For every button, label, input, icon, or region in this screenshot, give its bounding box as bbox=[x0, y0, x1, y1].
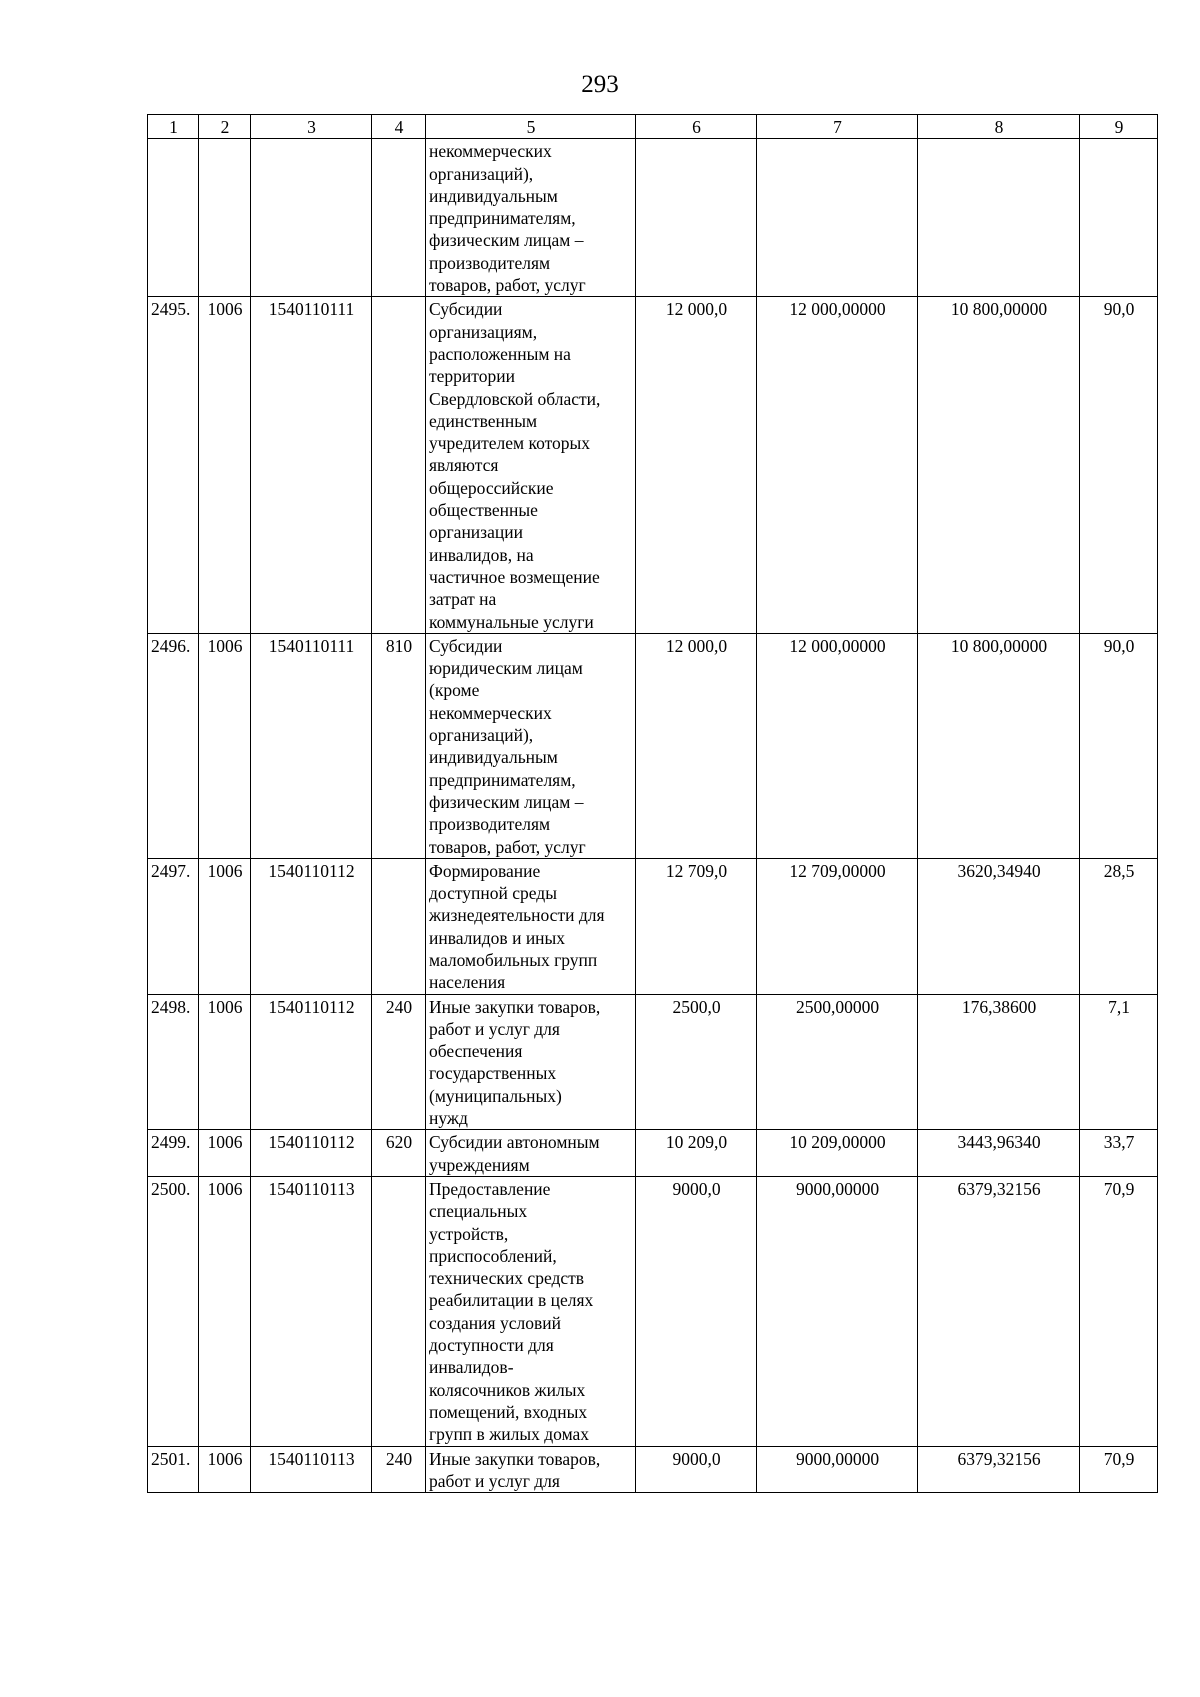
item-name-line: устройств, bbox=[429, 1223, 509, 1244]
item-name-line: предпринимателям, bbox=[429, 208, 576, 229]
section-code-cell: 1006 bbox=[199, 633, 251, 858]
section-code-cell: 1006 bbox=[199, 1176, 251, 1446]
item-name-line: расположенным на bbox=[429, 343, 571, 364]
section-code-cell: 1006 bbox=[199, 858, 251, 994]
expense-type-cell bbox=[372, 139, 426, 297]
expense-type-cell bbox=[372, 858, 426, 994]
execution-percent-cell: 33,7 bbox=[1080, 1130, 1158, 1177]
expense-type-cell bbox=[372, 1176, 426, 1446]
item-name-line: некоммерческих bbox=[429, 141, 552, 162]
target-article-cell: 1540110112 bbox=[251, 858, 372, 994]
item-name-line: инвалидов, на bbox=[429, 544, 534, 565]
item-name-cell bbox=[426, 633, 636, 858]
item-name-line: некоммерческих bbox=[429, 702, 552, 723]
planned-amount-cell bbox=[757, 139, 918, 297]
item-name-cell bbox=[426, 139, 636, 297]
row-number-cell: 2499. bbox=[148, 1130, 199, 1177]
item-name-line: работ и услуг для bbox=[429, 1018, 560, 1039]
column-header-7: 7 bbox=[757, 115, 918, 139]
section-code-cell: 1006 bbox=[199, 1130, 251, 1177]
target-article-cell: 1540110113 bbox=[251, 1446, 372, 1493]
item-name-line: (муниципальных) bbox=[429, 1085, 562, 1106]
column-header-2: 2 bbox=[199, 115, 251, 139]
planned-amount-cell: 9000,00000 bbox=[757, 1446, 918, 1493]
approved-amount-cell: 12 000,0 bbox=[636, 297, 757, 633]
executed-amount-cell: 10 800,00000 bbox=[918, 633, 1080, 858]
column-header-1: 1 bbox=[148, 115, 199, 139]
executed-amount-cell: 3620,34940 bbox=[918, 858, 1080, 994]
item-name-line: являются bbox=[429, 455, 499, 476]
planned-amount-cell: 9000,00000 bbox=[757, 1176, 918, 1446]
item-name-line: помещений, входных bbox=[429, 1401, 588, 1422]
row-number-cell: 2495. bbox=[148, 297, 199, 633]
item-name-cell bbox=[426, 994, 636, 1130]
target-article-cell: 1540110111 bbox=[251, 297, 372, 633]
item-name-line: предпринимателям, bbox=[429, 769, 576, 790]
expense-type-cell: 240 bbox=[372, 1446, 426, 1493]
column-header-9: 9 bbox=[1080, 115, 1158, 139]
item-name-line: единственным bbox=[429, 410, 538, 431]
page-number: 293 bbox=[581, 71, 619, 98]
planned-amount-cell: 12 000,00000 bbox=[757, 633, 918, 858]
item-name-line: реабилитации в целях bbox=[429, 1290, 594, 1311]
item-name-line: доступности для bbox=[429, 1335, 554, 1356]
item-name-line: групп в жилых домах bbox=[429, 1424, 590, 1445]
planned-amount-cell: 10 209,00000 bbox=[757, 1130, 918, 1177]
item-name-line: индивидуальным bbox=[429, 185, 558, 206]
expense-type-cell: 240 bbox=[372, 994, 426, 1130]
approved-amount-cell: 9000,0 bbox=[636, 1176, 757, 1446]
item-name-line: маломобильных групп bbox=[429, 949, 598, 970]
item-name-cell bbox=[426, 1176, 636, 1446]
item-name-line: Иные закупки товаров, bbox=[429, 996, 601, 1017]
item-name-line: товаров, работ, услуг bbox=[429, 836, 586, 857]
section-code-cell: 1006 bbox=[199, 297, 251, 633]
item-name-line: Субсидии bbox=[429, 299, 503, 320]
item-name-line: частичное возмещение bbox=[429, 566, 600, 587]
item-name-cell bbox=[426, 297, 636, 633]
row-number-cell: 2497. bbox=[148, 858, 199, 994]
execution-percent-cell: 90,0 bbox=[1080, 297, 1158, 633]
row-number-cell bbox=[148, 139, 199, 297]
item-name-line: жизнедеятельности для bbox=[429, 905, 605, 926]
executed-amount-cell: 10 800,00000 bbox=[918, 297, 1080, 633]
item-name-line: общественные bbox=[429, 500, 538, 521]
expense-type-cell: 620 bbox=[372, 1130, 426, 1177]
execution-percent-cell: 28,5 bbox=[1080, 858, 1158, 994]
executed-amount-cell: 6379,32156 bbox=[918, 1176, 1080, 1446]
item-name-line: индивидуальным bbox=[429, 747, 558, 768]
item-name-line: организаций), bbox=[429, 725, 534, 746]
item-name-line: Субсидии автономным bbox=[429, 1132, 600, 1153]
approved-amount-cell bbox=[636, 139, 757, 297]
expense-type-cell: 810 bbox=[372, 633, 426, 858]
item-name-cell bbox=[426, 858, 636, 994]
row-number-cell: 2501. bbox=[148, 1446, 199, 1493]
approved-amount-cell: 2500,0 bbox=[636, 994, 757, 1130]
item-name-line: работ и услуг для bbox=[429, 1470, 560, 1491]
executed-amount-cell: 176,38600 bbox=[918, 994, 1080, 1130]
column-header-6: 6 bbox=[636, 115, 757, 139]
item-name-line: приспособлений, bbox=[429, 1245, 557, 1266]
item-name-line: (кроме bbox=[429, 680, 480, 701]
item-name-line: специальных bbox=[429, 1201, 528, 1222]
target-article-cell: 1540110113 bbox=[251, 1176, 372, 1446]
item-name-line: Субсидии bbox=[429, 635, 503, 656]
item-name-line: общероссийские bbox=[429, 477, 554, 498]
table-row bbox=[148, 994, 1158, 1130]
item-name-line: нужд bbox=[429, 1108, 468, 1129]
item-name-line: инвалидов и иных bbox=[429, 927, 566, 948]
item-name-cell bbox=[426, 1446, 636, 1493]
item-name-line: Иные закупки товаров, bbox=[429, 1448, 601, 1469]
item-name-line: Формирование bbox=[429, 860, 541, 881]
item-name-line: государственных bbox=[429, 1063, 557, 1084]
item-name-line: юридическим лицам bbox=[429, 658, 583, 679]
item-name-line: учреждениям bbox=[429, 1154, 530, 1175]
item-name-line: товаров, работ, услуг bbox=[429, 275, 586, 296]
column-header-3: 3 bbox=[251, 115, 372, 139]
approved-amount-cell: 12 000,0 bbox=[636, 633, 757, 858]
execution-percent-cell: 7,1 bbox=[1080, 994, 1158, 1130]
table-header bbox=[148, 115, 1158, 139]
table-row bbox=[148, 858, 1158, 994]
row-number-cell: 2500. bbox=[148, 1176, 199, 1446]
table-row bbox=[148, 1446, 1158, 1493]
expense-type-cell bbox=[372, 297, 426, 633]
item-name-line: физическим лицам – bbox=[429, 230, 584, 251]
execution-percent-cell: 90,0 bbox=[1080, 633, 1158, 858]
execution-percent-cell bbox=[1080, 139, 1158, 297]
execution-percent-cell: 70,9 bbox=[1080, 1446, 1158, 1493]
item-name-line: организациям, bbox=[429, 321, 538, 342]
table-row bbox=[148, 1176, 1158, 1446]
row-number-cell: 2498. bbox=[148, 994, 199, 1130]
planned-amount-cell: 12 000,00000 bbox=[757, 297, 918, 633]
table-row bbox=[148, 633, 1158, 858]
item-name-line: физическим лицам – bbox=[429, 791, 584, 812]
budget-table bbox=[147, 114, 1158, 1493]
executed-amount-cell: 6379,32156 bbox=[918, 1446, 1080, 1493]
item-name-line: учредителем которых bbox=[429, 433, 591, 454]
item-name-line: затрат на bbox=[429, 589, 497, 610]
approved-amount-cell: 10 209,0 bbox=[636, 1130, 757, 1177]
table-body bbox=[148, 139, 1158, 1493]
item-name-line: колясочников жилых bbox=[429, 1379, 586, 1400]
target-article-cell bbox=[251, 139, 372, 297]
item-name-line: создания условий bbox=[429, 1312, 561, 1333]
item-name-line: производителям bbox=[429, 252, 551, 273]
table-row bbox=[148, 297, 1158, 633]
row-number-cell: 2496. bbox=[148, 633, 199, 858]
item-name-line: обеспечения bbox=[429, 1041, 523, 1062]
target-article-cell: 1540110112 bbox=[251, 1130, 372, 1177]
item-name-line: Свердловской области, bbox=[429, 388, 601, 409]
item-name-line: Предоставление bbox=[429, 1178, 551, 1199]
approved-amount-cell: 9000,0 bbox=[636, 1446, 757, 1493]
item-name-line: коммунальные услуги bbox=[429, 611, 594, 632]
item-name-line: территории bbox=[429, 366, 515, 387]
column-header-4: 4 bbox=[372, 115, 426, 139]
item-name-line: организации bbox=[429, 522, 523, 543]
item-name-line: доступной среды bbox=[429, 883, 557, 904]
column-header-5: 5 bbox=[426, 115, 636, 139]
target-article-cell: 1540110112 bbox=[251, 994, 372, 1130]
column-header-8: 8 bbox=[918, 115, 1080, 139]
section-code-cell bbox=[199, 139, 251, 297]
approved-amount-cell: 12 709,0 bbox=[636, 858, 757, 994]
execution-percent-cell: 70,9 bbox=[1080, 1176, 1158, 1446]
planned-amount-cell: 2500,00000 bbox=[757, 994, 918, 1130]
section-code-cell: 1006 bbox=[199, 994, 251, 1130]
section-code-cell: 1006 bbox=[199, 1446, 251, 1493]
header-row bbox=[148, 115, 1158, 139]
executed-amount-cell bbox=[918, 139, 1080, 297]
item-name-line: производителям bbox=[429, 814, 551, 835]
item-name-line: организаций), bbox=[429, 163, 534, 184]
item-name-line: инвалидов- bbox=[429, 1357, 514, 1378]
item-name-cell bbox=[426, 1130, 636, 1177]
planned-amount-cell: 12 709,00000 bbox=[757, 858, 918, 994]
table-row bbox=[148, 1130, 1158, 1177]
item-name-line: технических средств bbox=[429, 1268, 585, 1289]
table-row bbox=[148, 139, 1158, 297]
item-name-line: населения bbox=[429, 972, 506, 993]
executed-amount-cell: 3443,96340 bbox=[918, 1130, 1080, 1177]
target-article-cell: 1540110111 bbox=[251, 633, 372, 858]
